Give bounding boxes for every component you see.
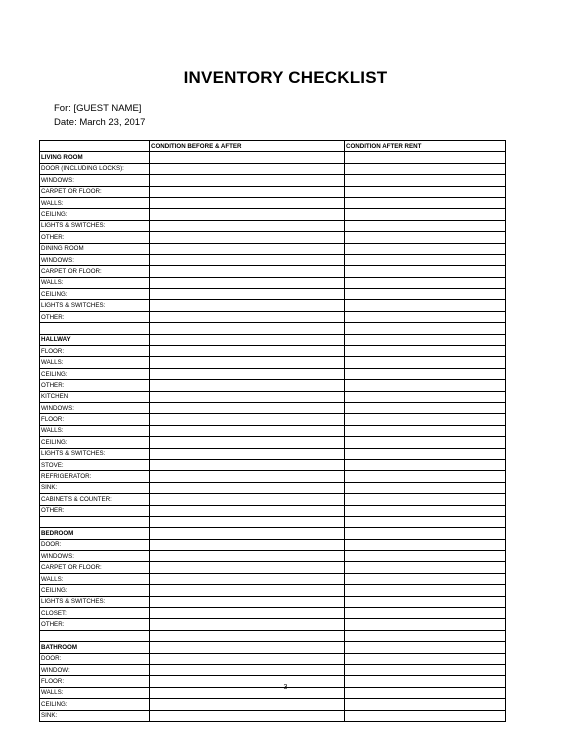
condition-before-after-cell[interactable] [150,186,345,197]
item-label-cell: WALLS: [40,687,150,698]
item-label-cell: WINDOW: [40,664,150,675]
condition-after-rent-cell[interactable] [345,175,506,186]
condition-after-rent-cell[interactable] [345,539,506,550]
table-row [40,596,506,607]
item-label-cell: OTHER: [40,311,150,322]
condition-after-rent-cell[interactable] [345,437,506,448]
condition-after-rent-cell[interactable] [345,232,506,243]
condition-after-rent-cell[interactable] [345,585,506,596]
condition-before-after-cell[interactable] [150,346,345,357]
table-row [40,505,506,516]
condition-before-after-cell[interactable] [150,334,345,345]
condition-after-rent-cell[interactable] [345,380,506,391]
condition-before-after-cell[interactable] [150,220,345,231]
item-label-cell: DINING ROOM [40,243,150,254]
condition-before-after-cell[interactable] [150,653,345,664]
table-row [40,562,506,573]
condition-after-rent-cell[interactable] [345,653,506,664]
item-label-cell: CEILING: [40,437,150,448]
item-label-cell: CEILING: [40,209,150,220]
condition-before-after-cell[interactable] [150,585,345,596]
condition-after-rent-cell[interactable] [345,197,506,208]
item-label-cell: CARPET OR FLOOR: [40,186,150,197]
table-row [40,391,506,402]
condition-after-rent-cell[interactable] [345,186,506,197]
table-row [40,551,506,562]
item-label-cell: WINDOWS: [40,254,150,265]
condition-after-rent-cell[interactable] [345,516,506,527]
item-label-cell: CEILING: [40,368,150,379]
condition-before-after-cell[interactable] [150,391,345,402]
condition-before-after-cell[interactable] [150,414,345,425]
condition-before-after-cell[interactable] [150,630,345,641]
date-line: Date: March 23, 2017 [54,117,146,128]
item-label-cell: HALLWAY [40,334,150,345]
table-row [40,357,506,368]
condition-after-rent-cell[interactable] [345,277,506,288]
table-row [40,266,506,277]
table-row [40,197,506,208]
condition-before-after-cell[interactable] [150,664,345,675]
table-row [40,163,506,174]
condition-after-rent-header: CONDITION AFTER RENT [345,141,506,152]
item-label-cell: REFRIGERATOR: [40,471,150,482]
condition-after-rent-cell[interactable] [345,243,506,254]
condition-after-rent-cell[interactable] [345,163,506,174]
condition-before-after-cell[interactable] [150,289,345,300]
condition-before-after-cell[interactable] [150,448,345,459]
item-label-cell: LIVING ROOM [40,152,150,163]
condition-before-after-cell[interactable] [150,266,345,277]
table-row [40,334,506,345]
item-label-cell: BATHROOM [40,642,150,653]
item-label-cell: CEILING: [40,699,150,710]
guest-name-line: For: [GUEST NAME] [54,103,142,114]
condition-before-after-header: CONDITION BEFORE & AFTER [150,141,345,152]
condition-after-rent-cell[interactable] [345,266,506,277]
table-row [40,209,506,220]
condition-before-after-cell[interactable] [150,243,345,254]
condition-after-rent-cell[interactable] [345,505,506,516]
item-label-cell: WALLS: [40,197,150,208]
table-row [40,277,506,288]
table-row [40,323,506,334]
item-label-cell: CARPET OR FLOOR: [40,266,150,277]
page-number: 3 [283,684,288,691]
item-label-cell: CABINETS & COUNTER: [40,494,150,505]
condition-after-rent-cell[interactable] [345,699,506,710]
condition-before-after-cell[interactable] [150,197,345,208]
item-label-cell: FLOOR: [40,676,150,687]
condition-after-rent-cell[interactable] [345,334,506,345]
item-label-cell: CARPET OR FLOOR: [40,562,150,573]
condition-after-rent-cell[interactable] [345,459,506,470]
condition-after-rent-cell[interactable] [345,402,506,413]
condition-after-rent-cell[interactable] [345,391,506,402]
condition-before-after-cell[interactable] [150,425,345,436]
condition-before-after-cell[interactable] [150,596,345,607]
condition-after-rent-cell[interactable] [345,311,506,322]
condition-before-after-cell[interactable] [150,402,345,413]
condition-after-rent-cell[interactable] [345,664,506,675]
condition-before-after-cell[interactable] [150,277,345,288]
item-label-cell [40,516,150,527]
table-row [40,528,506,539]
table-row [40,608,506,619]
item-label-cell: CLOSET: [40,608,150,619]
condition-after-rent-cell[interactable] [345,494,506,505]
table-body [40,152,506,722]
item-label-cell [40,630,150,641]
table-row [40,437,506,448]
item-label-cell: WALLS: [40,573,150,584]
condition-before-after-cell[interactable] [150,699,345,710]
condition-before-after-cell[interactable] [150,642,345,653]
condition-before-after-cell[interactable] [150,608,345,619]
table-row [40,573,506,584]
condition-after-rent-cell[interactable] [345,630,506,641]
table-row [40,448,506,459]
condition-before-after-cell[interactable] [150,573,345,584]
item-label-cell [40,323,150,334]
item-label-cell: OTHER: [40,619,150,630]
item-label-cell: DOOR (INCLUDING LOCKS): [40,163,150,174]
condition-after-rent-cell[interactable] [345,323,506,334]
table-row [40,346,506,357]
table-row [40,402,506,413]
table-row [40,471,506,482]
table-row [40,710,506,721]
condition-after-rent-cell[interactable] [345,471,506,482]
condition-after-rent-cell[interactable] [345,414,506,425]
condition-before-after-cell[interactable] [150,380,345,391]
condition-after-rent-cell[interactable] [345,152,506,163]
condition-before-after-cell[interactable] [150,323,345,334]
condition-before-after-cell[interactable] [150,209,345,220]
condition-after-rent-cell[interactable] [345,573,506,584]
condition-before-after-cell[interactable] [150,710,345,721]
item-label-cell: WINDOWS: [40,175,150,186]
table-row [40,414,506,425]
condition-after-rent-cell[interactable] [345,300,506,311]
table-row [40,482,506,493]
table-row [40,175,506,186]
item-label-cell: LIGHTS & SWITCHES: [40,448,150,459]
item-label-cell: WINDOWS: [40,402,150,413]
item-label-cell: OTHER: [40,505,150,516]
condition-after-rent-cell[interactable] [345,425,506,436]
table-row [40,494,506,505]
table-row [40,254,506,265]
item-label-cell: BEDROOM [40,528,150,539]
condition-before-after-cell[interactable] [150,437,345,448]
condition-before-after-cell[interactable] [150,539,345,550]
item-label-cell: LIGHTS & SWITCHES: [40,596,150,607]
inventory-table [39,140,506,722]
condition-after-rent-cell[interactable] [345,346,506,357]
table-row [40,585,506,596]
condition-after-rent-cell[interactable] [345,448,506,459]
table-row [40,368,506,379]
condition-before-after-cell[interactable] [150,368,345,379]
table-row [40,152,506,163]
item-label-cell: LIGHTS & SWITCHES: [40,220,150,231]
table-row [40,186,506,197]
item-label-cell: FLOOR: [40,414,150,425]
condition-after-rent-cell[interactable] [345,209,506,220]
condition-before-after-cell[interactable] [150,562,345,573]
table-row [40,289,506,300]
condition-before-after-cell[interactable] [150,494,345,505]
item-label-cell: SINK: [40,710,150,721]
item-label-cell: WALLS: [40,277,150,288]
condition-before-after-cell[interactable] [150,152,345,163]
condition-before-after-cell[interactable] [150,175,345,186]
table-row [40,232,506,243]
item-label-cell: OTHER: [40,232,150,243]
table-row [40,220,506,231]
condition-after-rent-cell[interactable] [345,357,506,368]
item-label-cell: KITCHEN [40,391,150,402]
condition-before-after-cell[interactable] [150,505,345,516]
table-row [40,699,506,710]
item-label-cell: STOVE: [40,459,150,470]
page-title: INVENTORY CHECKLIST [183,68,388,87]
condition-before-after-cell[interactable] [150,528,345,539]
table-row [40,425,506,436]
item-label-cell: CEILING: [40,585,150,596]
item-label-cell: WINDOWS: [40,551,150,562]
condition-before-after-cell[interactable] [150,482,345,493]
table-row [40,459,506,470]
item-label-cell: WALLS: [40,357,150,368]
table-row [40,380,506,391]
item-label-cell: CEILING: [40,289,150,300]
condition-after-rent-cell[interactable] [345,220,506,231]
condition-before-after-cell[interactable] [150,311,345,322]
condition-after-rent-cell[interactable] [345,596,506,607]
condition-before-after-cell[interactable] [150,300,345,311]
item-label-cell: DOOR: [40,539,150,550]
condition-before-after-cell[interactable] [150,551,345,562]
item-label-cell: LIGHTS & SWITCHES: [40,300,150,311]
condition-after-rent-cell[interactable] [345,528,506,539]
item-label-cell: WALLS: [40,425,150,436]
condition-before-after-cell[interactable] [150,232,345,243]
condition-after-rent-cell[interactable] [345,482,506,493]
table-header-row [40,141,506,152]
table-row [40,664,506,675]
item-column-header [40,141,150,152]
table-row [40,300,506,311]
condition-after-rent-cell[interactable] [345,551,506,562]
condition-before-after-cell[interactable] [150,471,345,482]
table-row [40,642,506,653]
table-row [40,243,506,254]
table-row [40,311,506,322]
condition-before-after-cell[interactable] [150,459,345,470]
table-row [40,516,506,527]
condition-after-rent-cell[interactable] [345,642,506,653]
condition-before-after-cell[interactable] [150,619,345,630]
condition-before-after-cell[interactable] [150,516,345,527]
item-label-cell: SINK: [40,482,150,493]
condition-after-rent-cell[interactable] [345,254,506,265]
table-row [40,619,506,630]
table-row [40,630,506,641]
table-row [40,539,506,550]
condition-after-rent-cell[interactable] [345,608,506,619]
condition-after-rent-cell[interactable] [345,368,506,379]
table-row [40,653,506,664]
item-label-cell: FLOOR: [40,346,150,357]
condition-before-after-cell[interactable] [150,254,345,265]
condition-after-rent-cell[interactable] [345,289,506,300]
item-label-cell: DOOR: [40,653,150,664]
condition-before-after-cell[interactable] [150,357,345,368]
condition-before-after-cell[interactable] [150,163,345,174]
condition-after-rent-cell[interactable] [345,619,506,630]
condition-after-rent-cell[interactable] [345,562,506,573]
condition-after-rent-cell[interactable] [345,710,506,721]
item-label-cell: OTHER: [40,380,150,391]
